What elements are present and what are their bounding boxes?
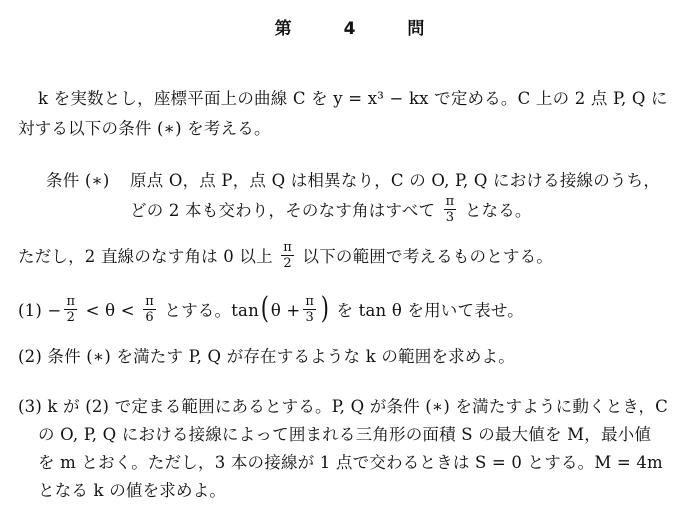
title-dai: 第	[274, 19, 293, 39]
condition-line-2	[130, 196, 532, 227]
intro-line-2: 対する以下の条件 (∗) を考える。	[18, 119, 271, 138]
fraction-pi-over-6	[143, 294, 156, 325]
fraction-numerator: π	[445, 194, 455, 209]
question-1-minus: −	[47, 301, 62, 320]
question-1-tail-1: とする。tan	[164, 301, 259, 320]
title-mon: 問	[407, 19, 426, 39]
left-paren: (	[260, 290, 270, 326]
condition-line-2-a: どの 2 本も交わり，そのなす角はすべて	[130, 201, 436, 220]
condition-label: 条件 (∗)	[46, 171, 110, 190]
note-line	[18, 242, 553, 273]
question-3-line-4: となる k の値を求めよ。	[38, 481, 227, 500]
note-line-a: ただし，2 直線のなす角は 0 以上	[18, 247, 273, 266]
condition-line-2-b: となる。	[464, 201, 532, 220]
question-1	[18, 290, 524, 327]
fraction-denominator: 6	[145, 310, 154, 325]
fraction-numerator: π	[145, 294, 154, 309]
question-1-label: (1)	[18, 301, 42, 320]
question-1-mid: < θ <	[85, 301, 135, 320]
question-3-line-2: の O, P, Q における接線によって囲まれる三角形の面積 S の最大値を M，最小値	[38, 425, 652, 444]
fraction-numerator: π	[305, 294, 315, 309]
fraction-denominator: 2	[66, 310, 76, 325]
fraction-pi-over-2	[281, 240, 294, 271]
question-3-line-3: を m とおく。ただし，3 本の接線が 1 点で交わるときは S = 0 とする。M = 4m	[38, 453, 663, 472]
note-line-b: 以下の範囲で考えるものとする。	[302, 247, 553, 266]
condition-line-1: 原点 O，点 P，点 Q は相異なり，C の O, P, Q における接線のうち，	[130, 171, 661, 190]
title-number: 4	[343, 19, 357, 39]
fraction-numerator: π	[66, 294, 76, 309]
problem-title	[0, 14, 700, 39]
fraction-numerator: π	[283, 240, 293, 255]
question-2: (2) 条件 (∗) を満たす P, Q が存在するような k の範囲を求めよ。	[18, 347, 515, 366]
question-1-theta-plus: θ +	[270, 301, 301, 320]
fraction-pi-over-3	[303, 294, 316, 325]
fraction-pi-over-2	[64, 294, 77, 325]
question-1-tail-2: を tan θ を用いて表せ。	[336, 301, 524, 320]
fraction-denominator: 3	[305, 310, 315, 325]
fraction-denominator: 3	[445, 210, 455, 225]
fraction-denominator: 2	[283, 256, 292, 271]
intro-line-1: k を実数とし，座標平面上の曲線 C を y = x³ − kx で定める。C 上の 2 点 P, Q に	[38, 89, 668, 108]
question-3-line-1: (3) k が (2) で定まる範囲にあるとする。P, Q が条件 (∗) を満たすように動くとき，C	[18, 397, 668, 416]
right-paren: )	[320, 290, 330, 326]
fraction-pi-over-3	[444, 194, 457, 225]
